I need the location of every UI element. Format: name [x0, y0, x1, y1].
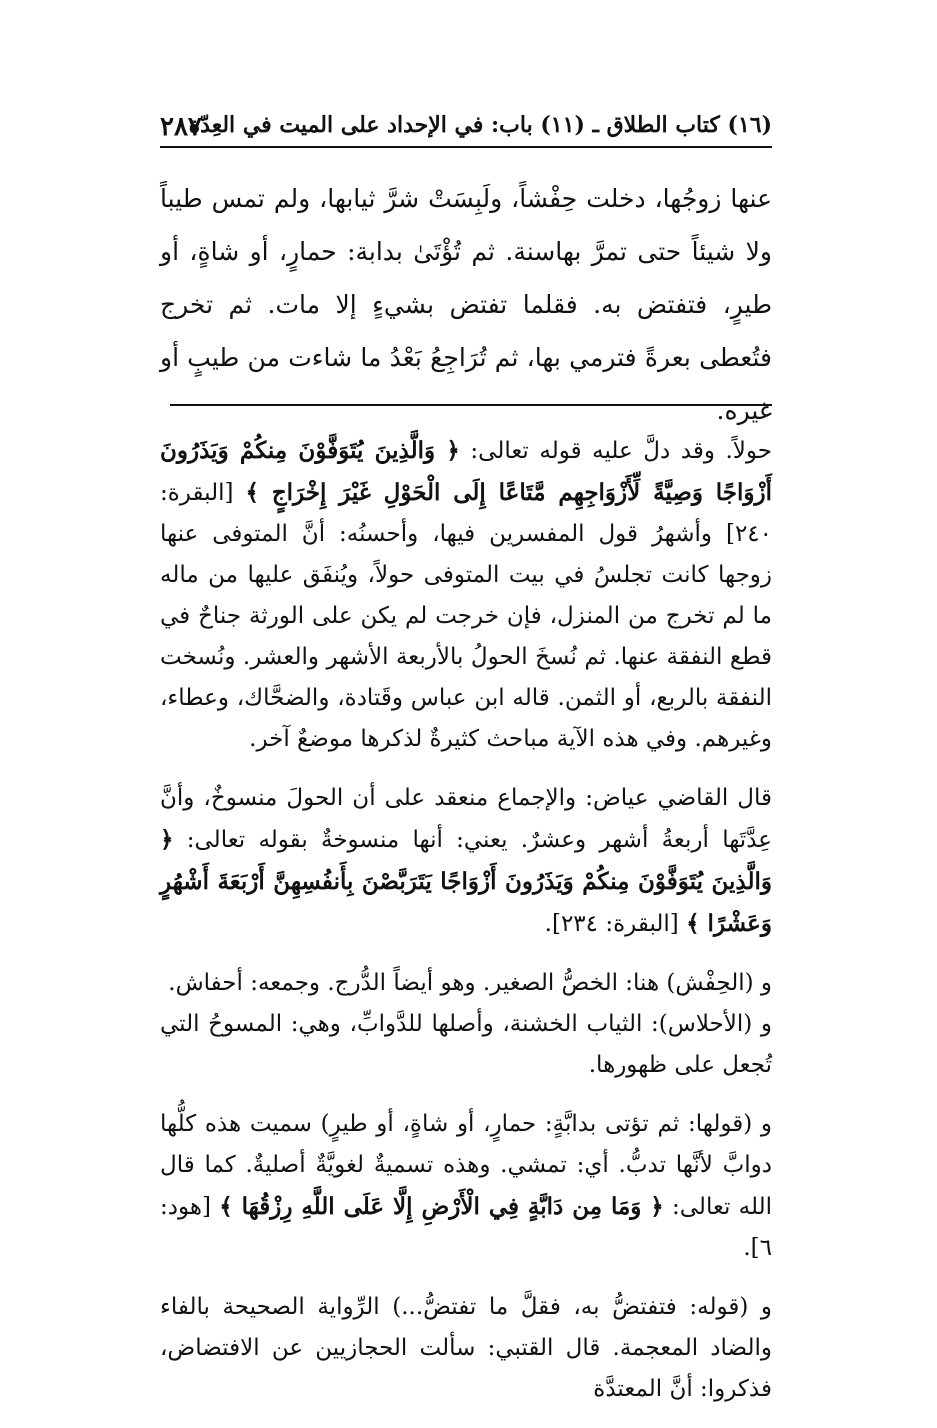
paragraph-line: و (الحِفْش) هنا: الخصُّ الصغير. وهو أيضاً الدُّرج. وجمعه: أحفاش.: [168, 970, 772, 996]
commentary-paragraph: [160, 1104, 772, 1269]
chapter-title: (١٦) كتاب الطلاق ـ (١١) باب: في الإحداد على الميت في العِدّة: [188, 112, 772, 138]
commentary-paragraph: [160, 963, 772, 1086]
running-header: [160, 112, 772, 146]
paragraph-text: [البقرة: ٢٣٤].: [544, 911, 679, 937]
quran-quote: ﴿ وَالَّذِينَ يُتَوَفَّوْنَ مِنكُمْ وَيَذَرُونَ أَزْوَاجًا وَصِيَّةً لِّأَزْوَاجِهِم مَّتَاعًا إِلَى الْحَوْلِ غَيْرَ إِخْرَاجٍ ﴾: [160, 437, 772, 506]
paragraph-line: و (الأحلاس): الثياب الخشنة، وأصلها للدَّوابِّ، وهي: المسوحُ التي تُجعل على ظهورها.: [160, 1011, 772, 1078]
paragraph-text: [هود: ٦].: [160, 1194, 772, 1261]
commentary-paragraph: [160, 430, 772, 760]
paragraph-text: و (قولها: ثم تؤتى بدابَّةٍ: حمارٍ، أو شاةٍ، أو طيرٍ) سميت هذه كلُّها دوابَّ لأنَّها تدبُّ. أي: تمشي. وهذه تسميةٌ لغويَّةٌ أصليةٌ. كما قال الله تعالى:: [160, 1111, 773, 1220]
commentary-paragraph: [160, 1287, 772, 1410]
paragraph-text: قال القاضي عياض: والإجماع منعقد على أن الحولَ منسوخٌ، وأنَّ عِدَّتَها أربعةُ أشهر وعشرٌ. يعني: أنها منسوخةٌ بقوله تعالى:: [160, 785, 772, 853]
commentary: [160, 430, 772, 1428]
quran-quote: ﴿ وَالَّذِينَ يُتَوَفَّوْنَ مِنكُمْ وَيَذَرُونَ أَزْوَاجًا يَتَرَبَّصْنَ بِأَنفُسِهِنَّ أَرْبَعَةَ أَشْهُرٍ وَعَشْرًا ﴾: [160, 826, 772, 937]
quran-quote: ﴿ وَمَا مِن دَابَّةٍ فِي الْأَرْضِ إِلَّا عَلَى اللَّهِ رِزْقُهَا ﴾: [219, 1193, 664, 1220]
commentary-paragraph: [160, 778, 772, 945]
paragraph-text: حولاً. وقد دلَّ عليه قوله تعالى:: [470, 438, 773, 464]
separator-rule: [170, 404, 772, 406]
header-rule: [160, 146, 772, 148]
page-number: ٢٨٧: [160, 112, 202, 142]
hadith-text: عنها زوجُها، دخلت حِفْشاً، ولَبِسَتْ شرَّ ثيابها، ولم تمس طيباً ولا شيئاً حتى تمرَّ بهاسنة. ثم تُؤْتَىٰ بدابة: حمارٍ، أو شاةٍ، أو طيرٍ، فتفتض به. فقلما تفتض بشيءٍ إلا مات. ثم تخرج فتُعطى بعرةً فترمي بها، ثم تُرَاجِعُ بَعْدُ ما شاءت من طيبٍ أو غيره.: [160, 184, 772, 425]
paragraph-text: [البقرة: ٢٤٠] وأشهرُ قول المفسرين فيها، وأحسنُه: أنَّ المتوفى عنها زوجها كانت تجلسُ في بيت المتوفى حولاً، ويُنفَق عليها من ماله ما لم تخرج من المنزل، فإن خرجت لم يكن على الورثة جناحٌ في قطع النفقة عنها. ثم نُسخَ الحولُ بالأربعة الأشهر والعشر. ونُسخت النفقة بالربع، أو الثمن. قاله ابن عباس وقَتادة، والضحَّاك، وعطاء، وغيرهم. وفي هذه الآية مباحث كثيرةٌ لذكرها موضعٌ آخر.: [160, 480, 772, 752]
paragraph-text: و (قوله: فتفتضُّ به، فقلَّ ما تفتضُّ...) الرِّواية الصحيحة بالفاء والضاد المعجمة. قال القتبي: سألت الحجازيين عن الافتضاض، فذكروا: أنَّ المعتدَّة: [160, 1294, 772, 1402]
